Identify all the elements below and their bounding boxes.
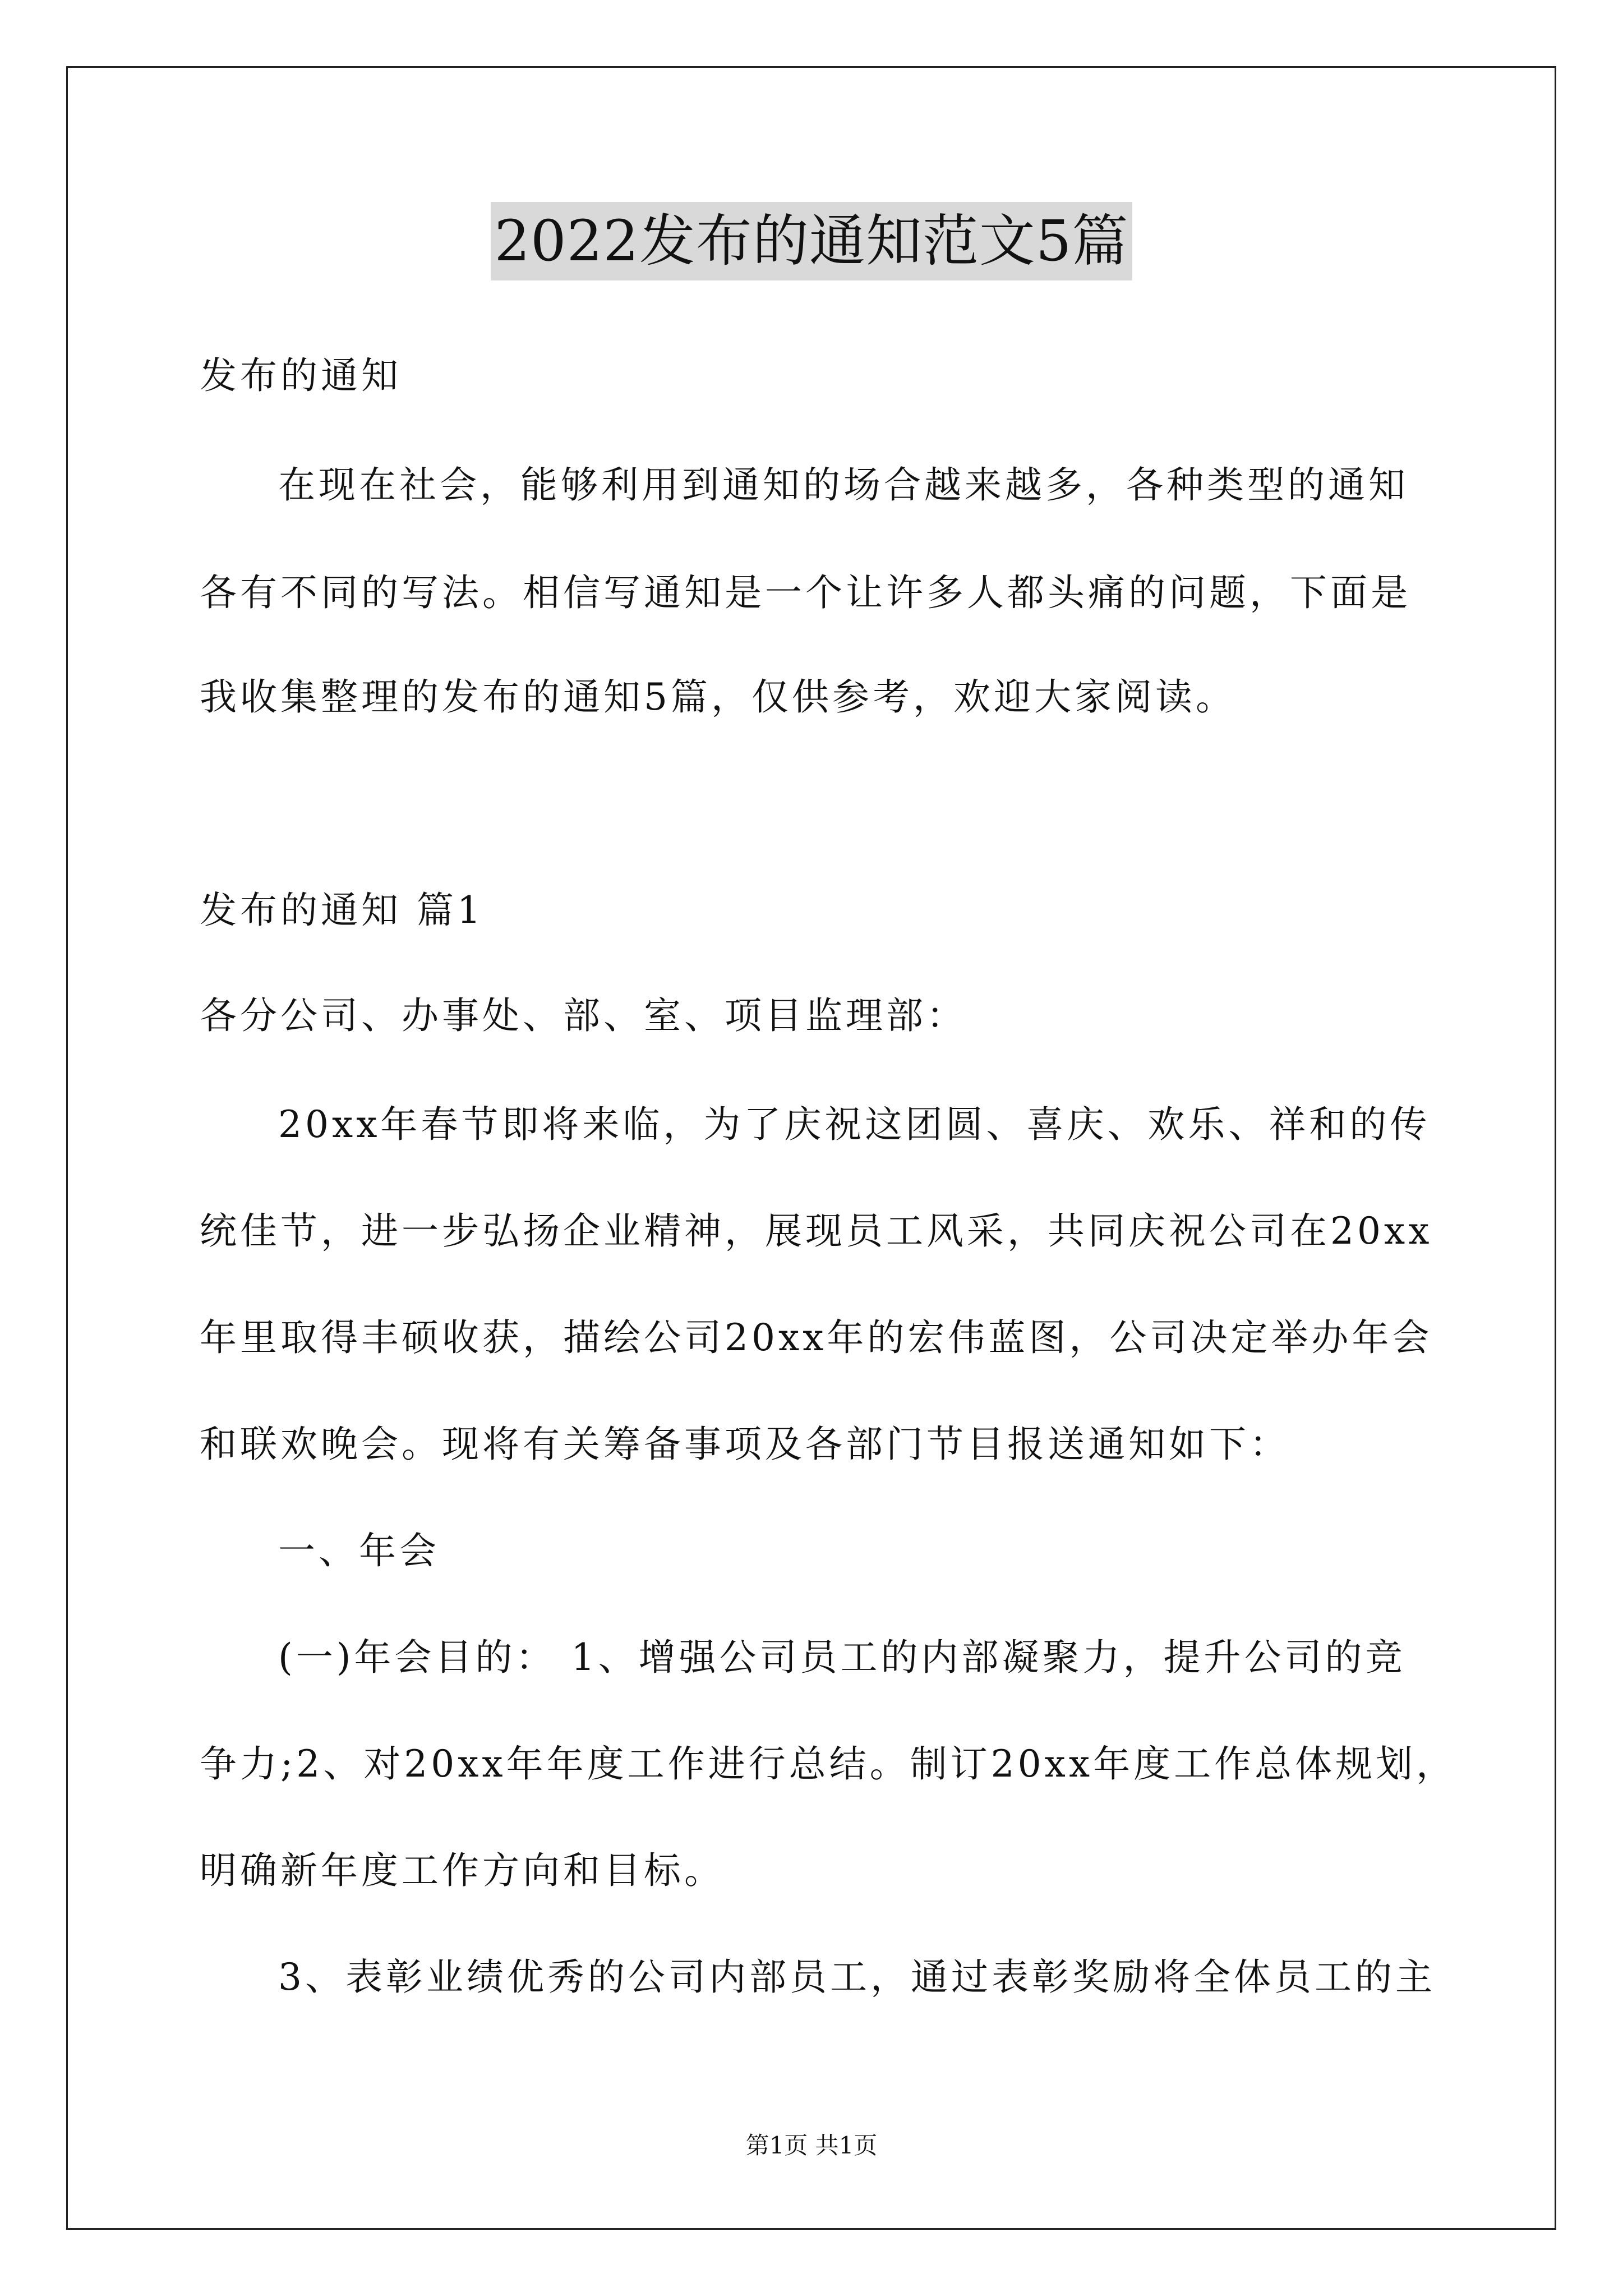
title-container xyxy=(0,202,1623,280)
text-line-6: 各分公司、办事处、部、室、项目监理部： xyxy=(200,994,967,1037)
document-title: 2022发布的通知范文5篇 xyxy=(491,202,1132,280)
text-line-12: (一)年会目的： 1、增强公司员工的内部凝聚力，提升公司的竞 xyxy=(278,1636,1406,1679)
text-line-4: 我收集整理的发布的通知5篇，仅供参考，欢迎大家阅读。 xyxy=(200,675,1236,719)
section-heading-1: 发布的通知 篇1 xyxy=(200,889,484,932)
text-line-13: 争力;2、对20xx年年度工作进行总结。制订20xx年度工作总体规划， xyxy=(200,1742,1457,1786)
text-line-11: 一、年会 xyxy=(278,1529,440,1572)
text-line-14: 明确新年度工作方向和目标。 xyxy=(200,1849,725,1892)
text-line-9: 年里取得丰硕收获，描绘公司20xx年的宏伟蓝图，公司决定举办年会 xyxy=(200,1316,1433,1359)
text-line-1: 发布的通知 xyxy=(200,354,402,397)
text-line-15: 3、表彰业绩优秀的公司内部员工，通过表彰奖励将全体员工的主 xyxy=(278,1955,1436,1999)
text-line-8: 统佳节，进一步弘扬企业精神，展现员工风采，共同庆祝公司在20xx xyxy=(200,1209,1433,1253)
text-line-7: 20xx年春节即将来临，为了庆祝这团圆、喜庆、欢乐、祥和的传 xyxy=(278,1103,1431,1146)
page-footer: 第1页 共1页 xyxy=(745,2132,878,2159)
text-line-3: 各有不同的写法。相信写通知是一个让许多人都头痛的问题，下面是 xyxy=(200,571,1411,614)
text-line-10: 和联欢晚会。现将有关筹备事项及各部门节目报送通知如下： xyxy=(200,1423,1290,1466)
text-line-2: 在现在社会，能够利用到通知的场合越来越多，各种类型的通知 xyxy=(278,463,1409,507)
